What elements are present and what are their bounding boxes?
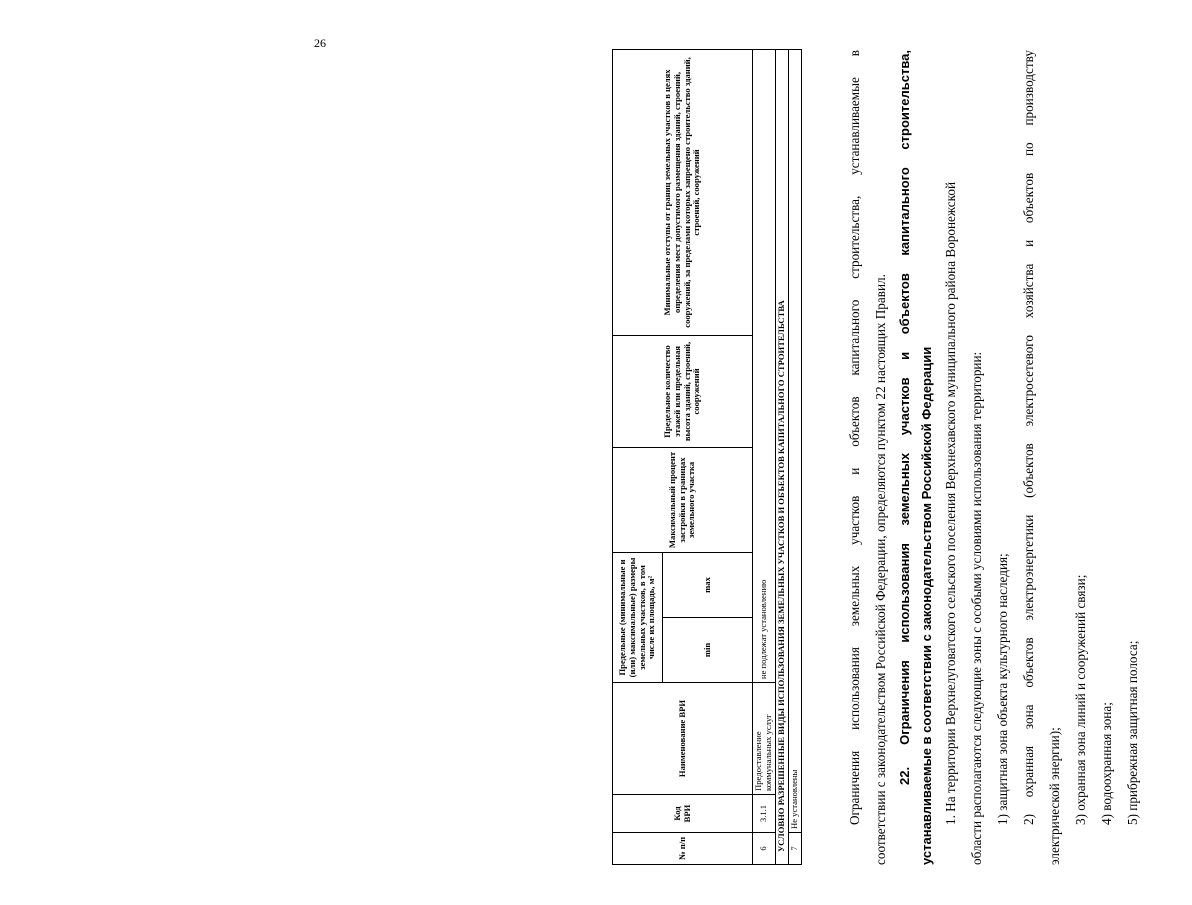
header-code: Код ВРИ bbox=[613, 795, 753, 833]
section-heading-text: Ограничения использования земельных участков и объектов капитального строительства, bbox=[897, 50, 912, 745]
header-name: Наименование ВРИ bbox=[613, 683, 753, 795]
list-item-1: 1) защитная зона объекта культурного наследия; bbox=[995, 553, 1010, 825]
header-max: max bbox=[663, 552, 753, 617]
header-floors: Предельное количество этажей или предельная высота зданий, строений, сооружений bbox=[613, 335, 753, 447]
body-text bbox=[842, 50, 1146, 865]
list-item-2-line1: 2) охранная зона объектов электроэнергетики (объектов электросетевого хозяйства и объектов по производству bbox=[1021, 50, 1036, 825]
header-size-group: Предельные (минимальные и (или) максимальные) размеры земельных участков, в том числе их площадь, м² bbox=[613, 552, 663, 682]
row7-text: Не установлены bbox=[788, 49, 801, 832]
list-item-4: 4) водоохранная зона; bbox=[1099, 702, 1114, 825]
header-num: № п/п bbox=[613, 833, 753, 865]
para1-line2: соответствии с законодательством Российской Федерации, определяются пунктом 22 настоящих Правил. bbox=[873, 274, 888, 865]
row6-code: 3.1.1 bbox=[753, 795, 776, 833]
header-setbacks: Минимальные отступы от границ земельных участков в целях определения мест допустимого размещения зданий, строений, сооружений, за пределами которых запрещено строительство зданий, строений, сооружений bbox=[613, 49, 753, 335]
row6-name: Предоставление коммунальных услуг bbox=[753, 683, 776, 795]
section-heading-line1 bbox=[894, 50, 916, 865]
section-heading-number: 22. bbox=[897, 766, 912, 785]
header-percent: Максимальный процент застройки в границах земельного участка bbox=[613, 447, 753, 552]
conditional-uses-header: УСЛОВНО РАЗРЕШЕННЫЕ ВИДЫ ИСПОЛЬЗОВАНИЯ ЗЕМЕЛЬНЫХ УЧАСТКОВ И ОБЪЕКТОВ КАПИТАЛЬНОГО СТРОИТЕЛЬСТВА bbox=[775, 49, 788, 864]
row7-num: 7 bbox=[788, 833, 801, 865]
list-item-5: 5) прибрежная защитная полоса; bbox=[1125, 640, 1140, 825]
rotated-content bbox=[612, 50, 1192, 865]
regulations-table bbox=[612, 49, 802, 865]
list-item-3: 3) охранная зона линий и сооружений связи; bbox=[1073, 574, 1088, 825]
page-number: 26 bbox=[314, 36, 326, 50]
para1-line1: Ограничения использования земельных участков и объектов капитального строительства, устанавливаемые в bbox=[847, 50, 862, 825]
header-min: min bbox=[663, 618, 753, 683]
para2-line2: области располагаются следующие зоны с особыми условиями использования территории: bbox=[969, 351, 984, 865]
row6-value: не подлежат установлению bbox=[753, 49, 776, 682]
row6-num: 6 bbox=[753, 833, 776, 865]
para2-line1: 1. На территории Верхнелуговатского сельского поселения Верхнехавского муниципального района Воронежской bbox=[943, 182, 958, 825]
section-heading-line2: устанавливаемые в соответствии с законодательством Российской Федерации bbox=[919, 346, 934, 865]
list-item-2-line2: электрической энергии); bbox=[1047, 727, 1062, 865]
